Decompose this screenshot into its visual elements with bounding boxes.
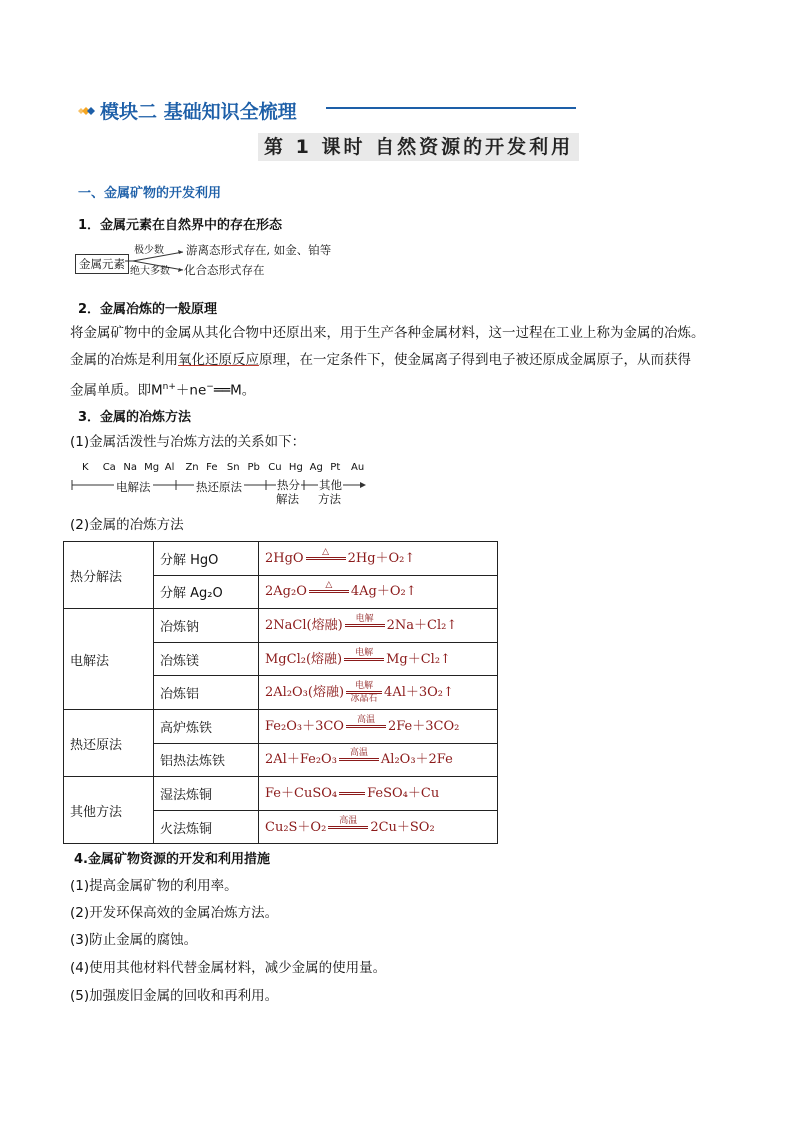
- method-name: 冶炼铝: [154, 676, 259, 710]
- method-name: 高炉炼铁: [154, 709, 259, 743]
- reaction-condition: [328, 816, 368, 839]
- method-category: 其他方法: [64, 777, 154, 844]
- principle-line-3: [70, 378, 255, 400]
- method-name: 冶炼钠: [154, 609, 259, 643]
- formula-sup-2: −: [206, 382, 214, 392]
- condition-top: 高温: [339, 815, 358, 826]
- condition-top: △: [325, 580, 333, 591]
- formula-c: ══M。: [213, 382, 256, 399]
- header-divider: [326, 107, 576, 109]
- method-other-1: 其他: [319, 478, 342, 492]
- reaction-equation: [259, 709, 498, 743]
- section-title: 一、金属矿物的开发利用: [78, 186, 222, 201]
- table-row: [64, 777, 498, 811]
- condition-top: 高温: [349, 748, 368, 759]
- lesson-title: 第 1 课时 自然资源的开发利用: [258, 133, 579, 161]
- smelting-methods-table: [63, 541, 498, 844]
- products: 2Hg＋O₂↑: [347, 550, 416, 566]
- principle-line-1: 将金属矿物中的金属从其化合物中还原出来，用于生产各种金属材料，这一过程在工业上称为金属的冶炼。: [70, 325, 705, 341]
- measure-item: (5)加强废旧金属的回收和再利用。: [70, 988, 279, 1004]
- metal-activity-series: [82, 462, 365, 476]
- method-electrolysis: 电解法: [116, 480, 151, 494]
- metal-symbol: Al: [164, 462, 175, 473]
- metal-element-box: 金属元素: [75, 254, 129, 274]
- condition-top: 电解: [355, 613, 374, 624]
- compound-state-text: 化合态形式存在: [184, 263, 265, 277]
- formula-b: ＋ne: [175, 382, 207, 399]
- metal-symbol: Au: [351, 462, 365, 473]
- method-name: 火法炼铜: [154, 810, 259, 844]
- principle-line-2: [70, 351, 691, 369]
- method-thermal-reduction: 热还原法: [196, 480, 242, 494]
- formula-sup: n+: [162, 382, 176, 392]
- metal-symbol: Ag: [309, 462, 323, 473]
- minority-label: 极少数: [134, 245, 164, 256]
- reactants: Cu₂S＋O₂: [265, 819, 327, 835]
- reaction-condition: [309, 580, 349, 603]
- reactants: 2NaCl(熔融): [265, 617, 343, 633]
- table-row: [64, 542, 498, 576]
- metal-symbol: Zn: [185, 462, 199, 473]
- products: 4Ag＋O₂↑: [350, 584, 417, 600]
- method-name: 湿法炼铜: [154, 777, 259, 811]
- reaction-condition: [339, 782, 365, 805]
- formula-a: 金属单质。即M: [70, 382, 163, 399]
- table-row: [64, 709, 498, 743]
- activity-intro: (1)金属活泼性与冶炼方法的关系如下：: [70, 434, 306, 450]
- method-decomposition-2: 解法: [276, 492, 299, 506]
- reaction-condition: [344, 648, 384, 671]
- metal-symbol: Cu: [268, 462, 282, 473]
- method-name: 分解 Ag₂O: [154, 575, 259, 609]
- metal-symbol: Ca: [102, 462, 116, 473]
- module-header: [78, 97, 297, 124]
- principle-text-a: 金属的冶炼是利用: [70, 352, 178, 368]
- measure-item: (1)提高金属矿物的利用率。: [70, 878, 238, 894]
- method-name: 冶炼镁: [154, 642, 259, 676]
- reactants: MgCl₂(熔融): [265, 651, 343, 667]
- measure-item: (2)开发环保高效的金属冶炼方法。: [70, 905, 279, 921]
- method-decomposition-1: 热分: [277, 478, 300, 492]
- reaction-condition: [339, 748, 379, 771]
- reaction-equation: [259, 810, 498, 844]
- method-name: 铝热法炼铁: [154, 743, 259, 777]
- condition-bottom: 冰晶石: [350, 694, 378, 705]
- reactants: Fe＋CuSO₄: [265, 785, 338, 801]
- metal-symbol: Na: [123, 462, 137, 473]
- condition-top: △: [322, 546, 330, 557]
- reaction-condition: [346, 681, 382, 704]
- method-category: 电解法: [64, 609, 154, 710]
- method-name: 分解 HgO: [154, 542, 259, 576]
- reactants: 2Al₂O₃(熔融): [265, 685, 345, 701]
- products: Mg＋Cl₂↑: [386, 651, 451, 667]
- metal-symbol: Pt: [330, 462, 341, 473]
- metal-symbol: Pb: [247, 462, 260, 473]
- reactants: 2HgO: [265, 550, 304, 566]
- subsection-3-title: 3．金属的冶炼方法: [78, 410, 192, 425]
- double-diamond-icon: [78, 104, 96, 118]
- metal-symbol: Hg: [288, 462, 303, 473]
- metal-symbol: Fe: [206, 462, 218, 473]
- reaction-condition: [306, 547, 346, 570]
- metal-symbol: Sn: [226, 462, 240, 473]
- reaction-equation: [259, 642, 498, 676]
- methods-table-title: (2)金属的冶炼方法: [70, 517, 184, 533]
- products: 2Cu＋SO₂: [370, 819, 435, 835]
- reaction-equation: [259, 575, 498, 609]
- metal-symbol: Mg: [144, 462, 160, 473]
- reactants: Fe₂O₃＋3CO: [265, 718, 344, 734]
- reaction-condition: [346, 715, 386, 738]
- reaction-condition: [345, 614, 385, 637]
- products: 2Na＋Cl₂↑: [386, 617, 458, 633]
- products: 4Al＋3O₂↑: [384, 685, 454, 701]
- free-state-text: 游离态形式存在, 如金、铂等: [186, 243, 332, 257]
- products: FeSO₄＋Cu: [367, 785, 440, 801]
- table-row: [64, 609, 498, 643]
- redox-term: 氧化还原反应: [178, 352, 259, 368]
- method-category: 热分解法: [64, 542, 154, 609]
- module-title: 模块二 基础知识全梳理: [100, 101, 297, 123]
- subsection-4-title: 4.金属矿物资源的开发和利用措施: [74, 852, 270, 867]
- reactants: 2Ag₂O: [265, 584, 307, 600]
- reaction-equation: [259, 777, 498, 811]
- method-other-2: 方法: [318, 492, 341, 506]
- measure-item: (3)防止金属的腐蚀。: [70, 932, 198, 948]
- condition-top: 电解: [355, 647, 374, 658]
- reaction-equation: [259, 743, 498, 777]
- condition-top: 电解: [355, 681, 374, 692]
- condition-top: 高温: [356, 714, 375, 725]
- subsection-2-title: 2．金属冶炼的一般原理: [78, 302, 218, 317]
- reaction-equation: [259, 609, 498, 643]
- products: 2Fe＋3CO₂: [387, 718, 460, 734]
- reaction-equation: [259, 542, 498, 576]
- majority-label: 绝大多数: [130, 266, 170, 277]
- reactants: 2Al＋Fe₂O₃: [265, 752, 337, 768]
- subsection-1-title: 1．金属元素在自然界中的存在形态: [78, 218, 283, 233]
- principle-text-b: 原理，在一定条件下，使金属离子得到电子被还原成金属原子，从而获得: [259, 352, 691, 368]
- reaction-equation: [259, 676, 498, 710]
- metal-symbol: K: [82, 462, 89, 473]
- condition-top: [339, 782, 365, 792]
- method-category: 热还原法: [64, 709, 154, 776]
- measure-item: (4)使用其他材料代替金属材料，减少金属的使用量。: [70, 960, 387, 976]
- products: Al₂O₃＋2Fe: [380, 752, 453, 768]
